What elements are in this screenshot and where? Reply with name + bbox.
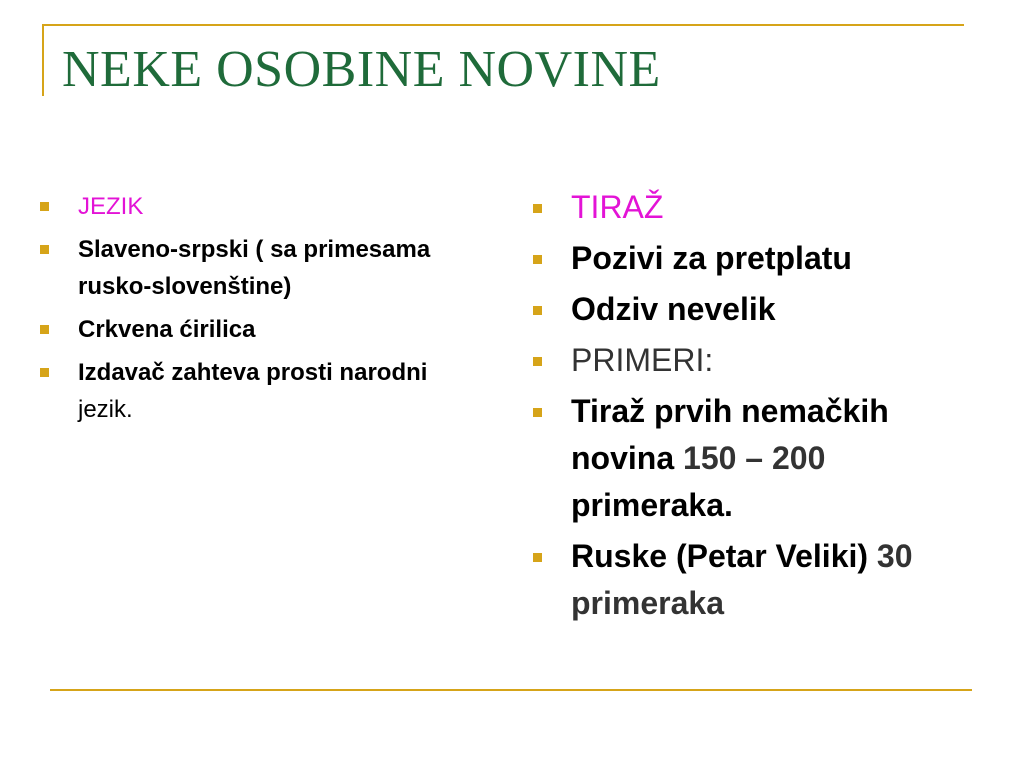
list-item	[533, 235, 973, 282]
list-item	[40, 231, 440, 305]
item-text-normal: jezik.	[78, 396, 133, 423]
list-item	[533, 286, 973, 333]
square-bullet-icon	[533, 255, 542, 264]
frame-top-rule	[42, 24, 964, 26]
item-text: TIRAŽ	[571, 189, 664, 225]
list-item	[533, 533, 973, 627]
square-bullet-icon	[533, 306, 542, 315]
square-bullet-icon	[40, 325, 49, 334]
list-item	[40, 311, 440, 348]
square-bullet-icon	[40, 245, 49, 254]
square-bullet-icon	[40, 368, 49, 377]
square-bullet-icon	[533, 357, 542, 366]
item-text: PRIMERI:	[571, 342, 714, 378]
item-text-bold: Tiraž prvih nemačkih novina	[571, 393, 889, 476]
item-text-bold: Izdavač zahteva prosti narodni	[78, 359, 428, 386]
item-text: Pozivi za pretplatu	[571, 240, 852, 276]
list-item	[533, 337, 973, 384]
item-text-bold-2: primeraka.	[571, 487, 733, 523]
square-bullet-icon	[533, 408, 542, 417]
item-text: Odziv nevelik	[571, 291, 776, 327]
right-bullet-list	[533, 184, 973, 631]
item-text: Crkvena ćirilica	[78, 316, 256, 343]
square-bullet-icon	[533, 204, 542, 213]
left-bullet-list	[40, 188, 440, 434]
square-bullet-icon	[40, 202, 49, 211]
item-text: Slaveno-srpski ( sa primesama rusko-slovenštine)	[78, 236, 431, 300]
item-text-gray: 30 primeraka	[571, 538, 913, 621]
square-bullet-icon	[533, 553, 542, 562]
item-text-bold: Ruske (Petar Veliki)	[571, 538, 869, 574]
list-item	[40, 188, 440, 225]
frame-left-rule	[42, 24, 44, 96]
slide-title: NEKE OSOBINE NOVINE	[62, 41, 661, 98]
frame-bottom-rule	[50, 689, 972, 691]
item-text-gray: 150 – 200	[674, 440, 826, 476]
item-text: JEZIK	[78, 193, 144, 220]
list-item	[533, 388, 973, 529]
list-item	[40, 354, 440, 428]
list-item	[533, 184, 973, 231]
